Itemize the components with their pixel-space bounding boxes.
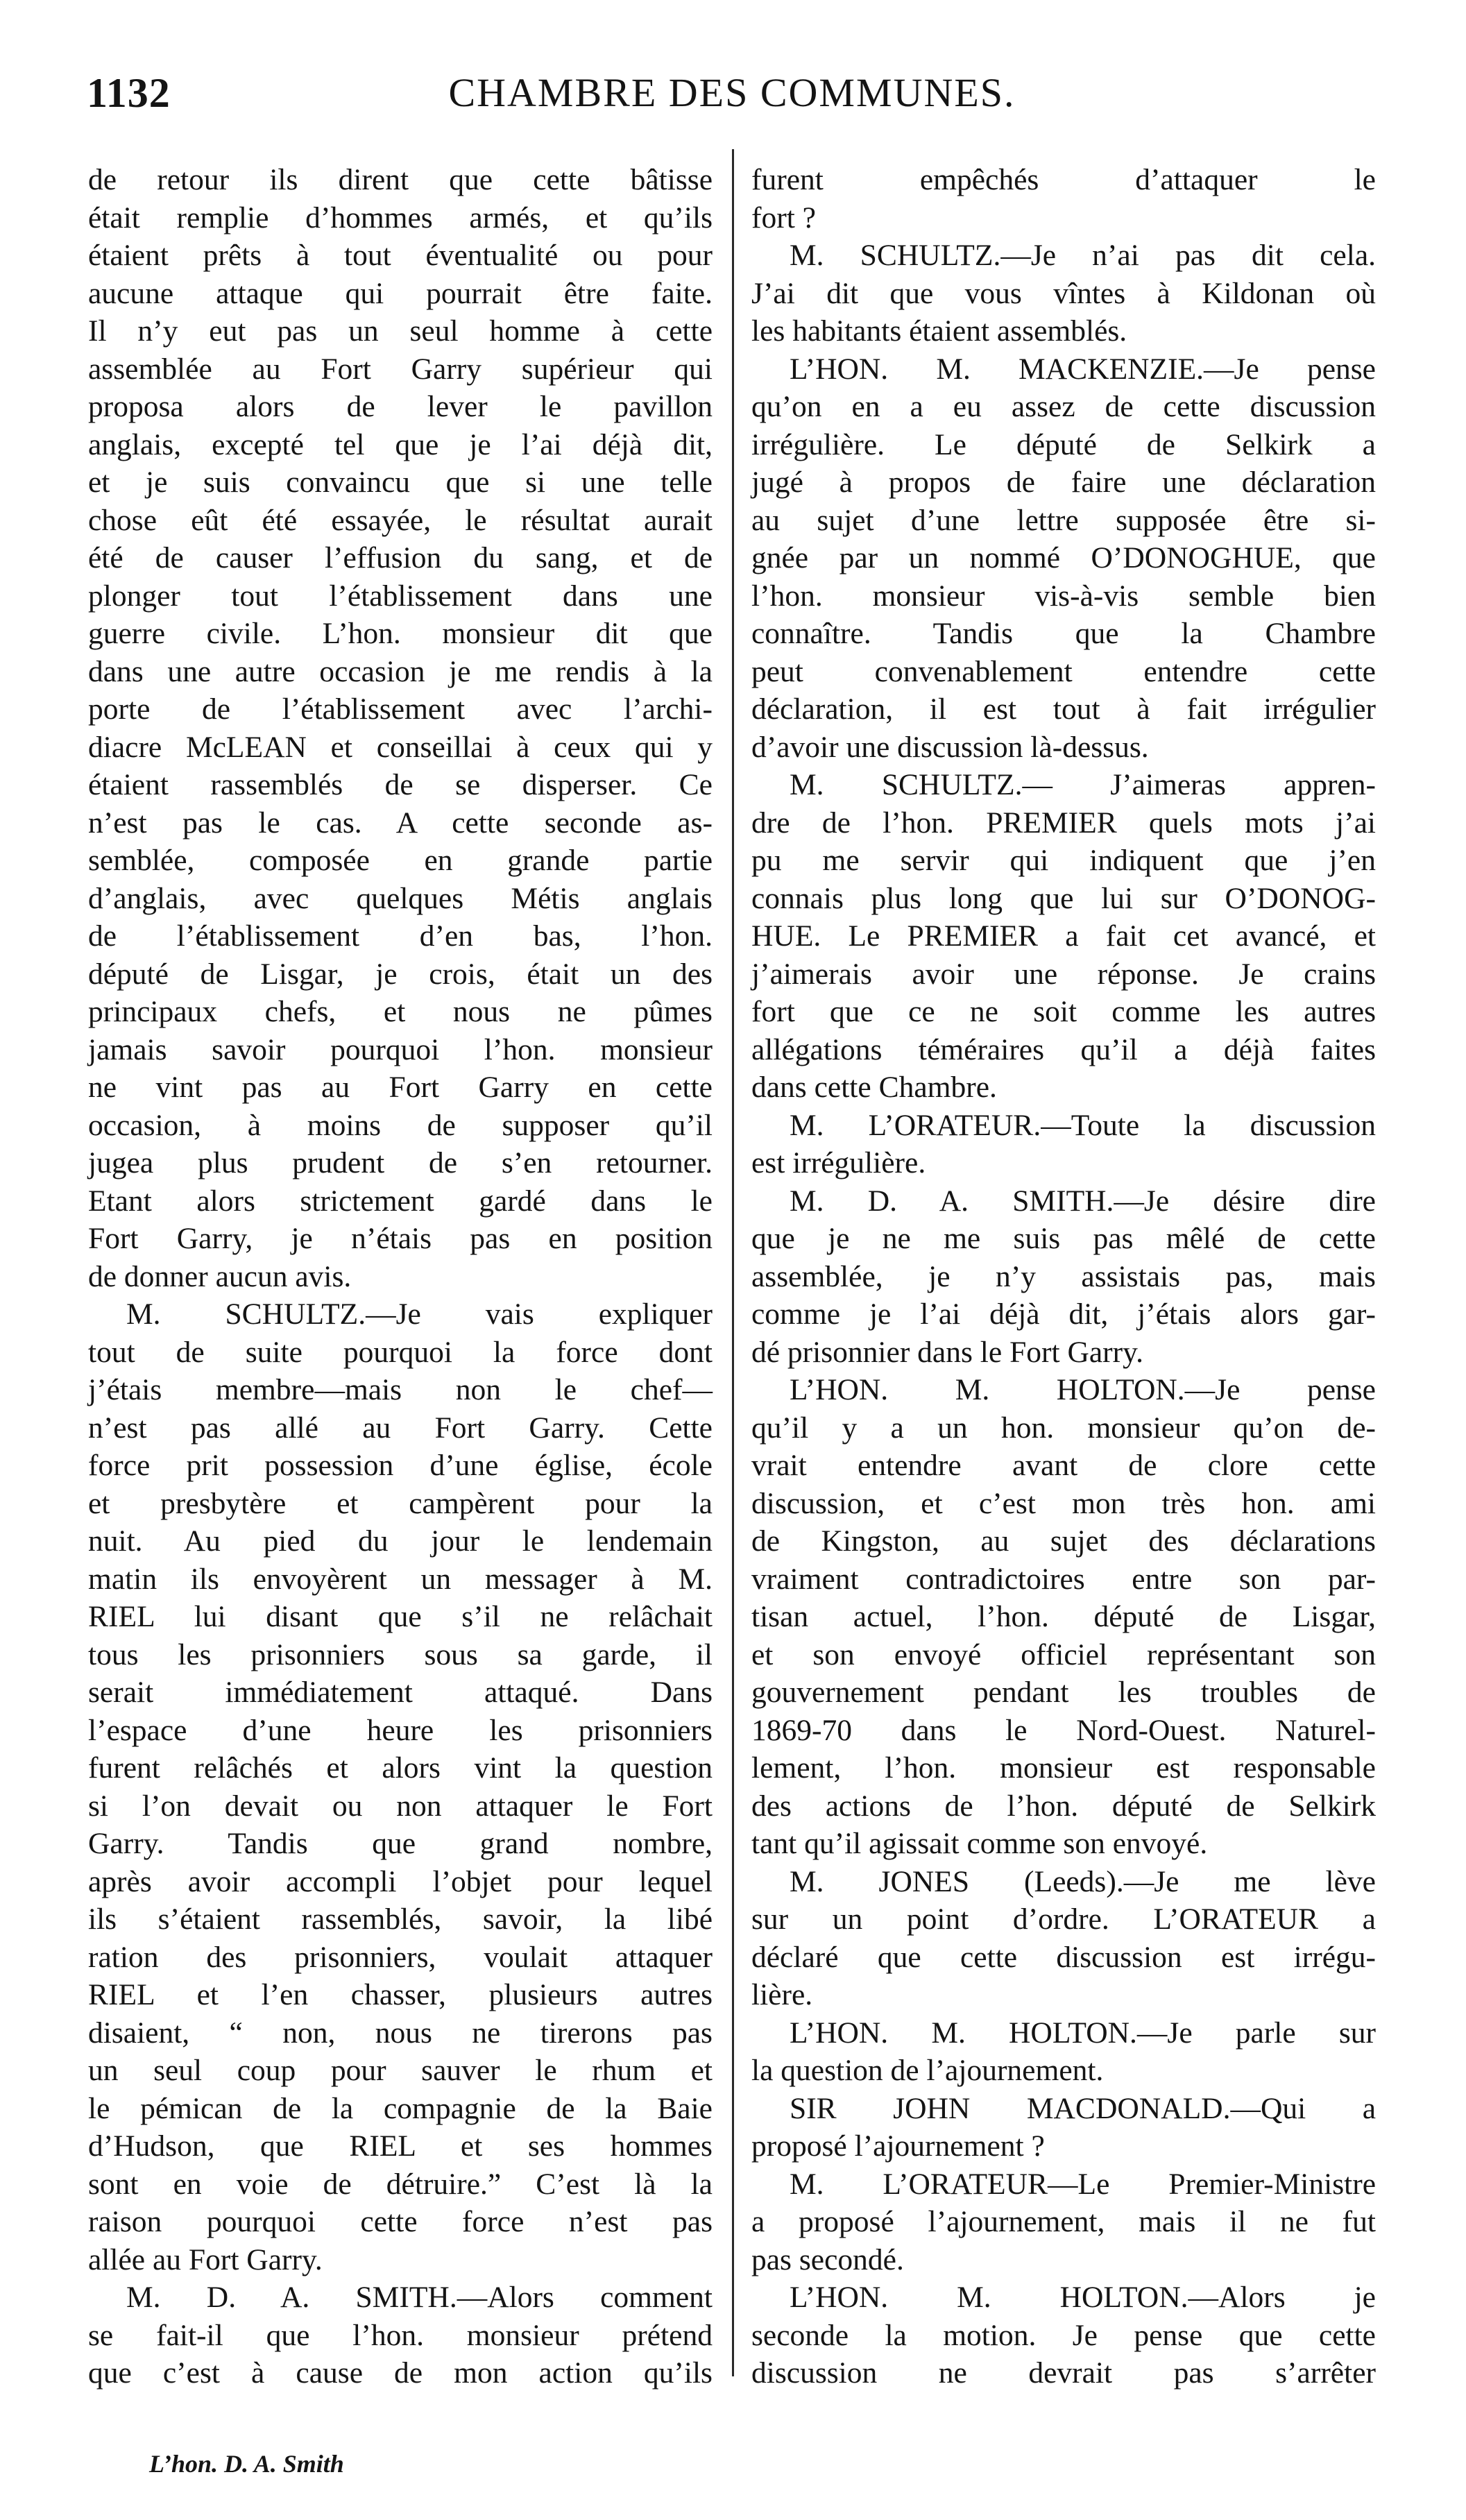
text-line: plonger tout l’établissement dans une bbox=[88, 579, 713, 613]
text-line: tant qu’il agissait comme son envoyé. bbox=[751, 1827, 1208, 1860]
text-line: proposé l’ajournement ? bbox=[751, 2129, 1045, 2163]
text-line: fort ? bbox=[751, 201, 816, 235]
text-line: jugea plus prudent de s’en retourner. bbox=[88, 1146, 713, 1180]
text-line: vrait entendre avant de clore cette bbox=[751, 1449, 1376, 1482]
text-line: lière. bbox=[751, 1978, 813, 2011]
text-line: proposa alors de lever le pavillon bbox=[88, 390, 713, 423]
text-line: Il n’y eut pas un seul homme à cette bbox=[88, 314, 713, 348]
text-line: fort que ce ne soit comme les autres bbox=[751, 995, 1376, 1028]
text-line: diacre McLEAN et conseillai à ceux qui y bbox=[88, 730, 713, 764]
text-line: allégations téméraires qu’il a déjà faites bbox=[751, 1032, 1376, 1066]
text-line: d’Hudson, que RIEL et ses hommes bbox=[88, 2129, 713, 2163]
text-line: déclaration, il est tout à fait irrégulier bbox=[751, 692, 1376, 726]
text-line: dé prisonnier dans le Fort Garry. bbox=[751, 1335, 1143, 1369]
text-line: Garry. Tandis que grand nombre, bbox=[88, 1827, 713, 1860]
text-line: occasion, à moins de supposer qu’il bbox=[88, 1108, 713, 1142]
text-line: L’HON. M. MACKENZIE.—Je pense bbox=[790, 352, 1376, 386]
text-line: M. D. A. SMITH.—Alors comment bbox=[126, 2281, 713, 2314]
text-line: sont en voie de détruire.” C’est là la bbox=[88, 2167, 713, 2201]
text-line: raison pourquoi cette force n’est pas bbox=[88, 2205, 713, 2238]
text-line: et presbytère et campèrent pour la bbox=[88, 1486, 713, 1520]
text-line: qu’il y a un hon. monsieur qu’on de- bbox=[751, 1411, 1376, 1445]
text-line: de retour ils dirent que cette bâtisse bbox=[88, 163, 713, 196]
text-line: guerre civile. L’hon. monsieur dit que bbox=[88, 617, 713, 650]
text-line: tisan actuel, l’hon. député de Lisgar, bbox=[751, 1600, 1376, 1633]
text-line: nuit. Au pied du jour le lendemain bbox=[88, 1524, 713, 1558]
text-line: furent empêchés d’attaquer le bbox=[751, 163, 1376, 196]
text-line: l’hon. monsieur vis-à-vis semble bien bbox=[751, 579, 1376, 613]
text-line: vraiment contradictoires entre son par- bbox=[751, 1562, 1376, 1596]
text-line: lement, l’hon. monsieur est responsable bbox=[751, 1751, 1376, 1785]
text-line: j’aimerais avoir une réponse. Je crains bbox=[751, 957, 1376, 991]
column-divider bbox=[732, 149, 734, 2376]
text-line: M. SCHULTZ.—Je n’ai pas dit cela. bbox=[790, 239, 1376, 272]
text-line: L’HON. M. HOLTON.—Je pense bbox=[790, 1373, 1376, 1406]
text-line: n’est pas allé au Fort Garry. Cette bbox=[88, 1411, 713, 1445]
text-line: dans cette Chambre. bbox=[751, 1071, 997, 1104]
text-line: étaient prêts à tout éventualité ou pour bbox=[88, 239, 713, 272]
text-line: j’étais membre—mais non le chef— bbox=[88, 1373, 713, 1406]
text-line: d’anglais, avec quelques Métis anglais bbox=[88, 881, 713, 915]
text-line: le pémican de la compagnie de la Baie bbox=[88, 2091, 713, 2125]
text-line: L’HON. M. HOLTON.—Je parle sur bbox=[790, 2016, 1376, 2050]
text-line: serait immédiatement attaqué. Dans bbox=[88, 1676, 713, 1709]
text-line: étaient rassemblés de se disperser. Ce bbox=[88, 768, 713, 801]
running-head: CHAMBRE DES COMMUNES. bbox=[448, 70, 1016, 115]
text-line: RIEL et l’en chasser, plusieurs autres bbox=[88, 1978, 713, 2011]
text-line: gnée par un nommé O’DONOGHUE, que bbox=[751, 541, 1376, 574]
text-line: ils s’étaient rassemblés, savoir, la libé bbox=[88, 1902, 713, 1936]
footer-catchword: L’hon. D. A. Smith bbox=[149, 2450, 344, 2478]
text-line: porte de l’établissement avec l’archi- bbox=[88, 692, 713, 726]
text-line: aucune attaque qui pourrait être faite. bbox=[88, 276, 713, 310]
text-line: qu’on en a eu assez de cette discussion bbox=[751, 390, 1376, 423]
text-line: principaux chefs, et nous ne pûmes bbox=[88, 995, 713, 1028]
text-line: pas secondé. bbox=[751, 2242, 904, 2276]
text-line: semblée, composée en grande partie bbox=[88, 844, 713, 877]
text-line: tout de suite pourquoi la force dont bbox=[88, 1335, 713, 1369]
text-line: d’avoir une discussion là-dessus. bbox=[751, 730, 1149, 764]
text-line: est irrégulière. bbox=[751, 1146, 926, 1180]
text-line: connaître. Tandis que la Chambre bbox=[751, 617, 1376, 650]
page-number: 1132 bbox=[87, 70, 171, 116]
text-line: J’ai dit que vous vîntes à Kildonan où bbox=[751, 276, 1376, 310]
text-line: de donner aucun avis. bbox=[88, 1259, 352, 1293]
text-line: après avoir accompli l’objet pour lequel bbox=[88, 1864, 713, 1898]
text-line: pu me servir qui indiquent que j’en bbox=[751, 844, 1376, 877]
text-line: Etant alors strictement gardé dans le bbox=[88, 1184, 713, 1218]
text-line: si l’on devait ou non attaquer le Fort bbox=[88, 1789, 713, 1823]
text-line: M. SCHULTZ.— J’aimeras appren- bbox=[790, 768, 1376, 801]
text-line: assemblée, je n’y assistais pas, mais bbox=[751, 1259, 1376, 1293]
text-line: irrégulière. Le député de Selkirk a bbox=[751, 427, 1376, 461]
text-line: de Kingston, au sujet des déclarations bbox=[751, 1524, 1376, 1558]
text-line: L’HON. M. HOLTON.—Alors je bbox=[790, 2281, 1376, 2314]
text-line: et son envoyé officiel représentant son bbox=[751, 1637, 1376, 1671]
text-line: assemblée au Fort Garry supérieur qui bbox=[88, 352, 713, 386]
text-line: les habitants étaient assemblés. bbox=[751, 314, 1127, 348]
text-line: SIR JOHN MACDONALD.—Qui a bbox=[790, 2091, 1376, 2125]
text-line: dre de l’hon. PREMIER quels mots j’ai bbox=[751, 806, 1376, 840]
text-line: matin ils envoyèrent un messager à M. bbox=[88, 1562, 713, 1596]
text-line: M. D. A. SMITH.—Je désire dire bbox=[790, 1184, 1376, 1218]
text-line: M. SCHULTZ.—Je vais expliquer bbox=[126, 1297, 713, 1331]
text-line: la question de l’ajournement. bbox=[751, 2054, 1104, 2087]
text-line: gouvernement pendant les troubles de bbox=[751, 1676, 1376, 1709]
text-line: des actions de l’hon. député de Selkirk bbox=[751, 1789, 1376, 1823]
text-line: au sujet d’une lettre supposée être si- bbox=[751, 503, 1376, 537]
text-line: anglais, excepté tel que je l’ai déjà dit, bbox=[88, 427, 713, 461]
text-line: disaient, “ non, nous ne tirerons pas bbox=[88, 2016, 713, 2050]
text-line: force prit possession d’une église, école bbox=[88, 1449, 713, 1482]
text-line: seconde la motion. Je pense que cette bbox=[751, 2318, 1376, 2352]
text-line: de l’établissement d’en bas, l’hon. bbox=[88, 919, 713, 953]
text-line: ration des prisonniers, voulait attaquer bbox=[88, 1940, 713, 1974]
text-line: allée au Fort Garry. bbox=[88, 2242, 323, 2276]
text-line: connais plus long que lui sur O’DONOG- bbox=[751, 881, 1376, 915]
text-line: déclaré que cette discussion est irrégu- bbox=[751, 1940, 1376, 1974]
text-line: l’espace d’une heure les prisonniers bbox=[88, 1713, 713, 1747]
text-line: M. L’ORATEUR.—Toute la discussion bbox=[790, 1108, 1376, 1142]
text-line: 1869-70 dans le Nord-Ouest. Naturel- bbox=[751, 1713, 1376, 1747]
text-line: discussion ne devrait pas s’arrêter bbox=[751, 2356, 1376, 2390]
text-line: M. JONES (Leeds).—Je me lève bbox=[790, 1864, 1376, 1898]
text-line: Fort Garry, je n’étais pas en position bbox=[88, 1222, 713, 1255]
text-line: député de Lisgar, je crois, était un des bbox=[88, 957, 713, 991]
text-line: chose eût été essayée, le résultat aurait bbox=[88, 503, 713, 537]
text-line: n’est pas le cas. A cette seconde as- bbox=[88, 806, 713, 840]
text-line: tous les prisonniers sous sa garde, il bbox=[88, 1637, 713, 1671]
text-line: que je ne me suis pas mêlé de cette bbox=[751, 1222, 1376, 1255]
text-line: furent relâchés et alors vint la question bbox=[88, 1751, 713, 1785]
text-line: était remplie d’hommes armés, et qu’ils bbox=[88, 201, 713, 235]
text-line: RIEL lui disant que s’il ne relâchait bbox=[88, 1600, 713, 1633]
right-column bbox=[751, 161, 1376, 2392]
text-line: que c’est à cause de mon action qu’ils bbox=[88, 2356, 713, 2390]
text-line: été de causer l’effusion du sang, et de bbox=[88, 541, 713, 574]
text-line: et je suis convaincu que si une telle bbox=[88, 466, 713, 499]
text-line: se fait-il que l’hon. monsieur prétend bbox=[88, 2318, 713, 2352]
text-line: jamais savoir pourquoi l’hon. monsieur bbox=[88, 1032, 713, 1066]
text-line: HUE. Le PREMIER a fait cet avancé, et bbox=[751, 919, 1376, 953]
text-line: sur un point d’ordre. L’ORATEUR a bbox=[751, 1902, 1376, 1936]
text-line: comme je l’ai déjà dit, j’étais alors gar- bbox=[751, 1297, 1376, 1331]
text-line: discussion, et c’est mon très hon. ami bbox=[751, 1486, 1376, 1520]
left-column bbox=[88, 161, 713, 2392]
text-line: a proposé l’ajournement, mais il ne fut bbox=[751, 2205, 1376, 2238]
page-header bbox=[87, 69, 1377, 132]
text-line: un seul coup pour sauver le rhum et bbox=[88, 2054, 713, 2087]
text-line: jugé à propos de faire une déclaration bbox=[751, 466, 1376, 499]
text-line: dans une autre occasion je me rendis à la bbox=[88, 654, 713, 688]
text-line: peut convenablement entendre cette bbox=[751, 654, 1376, 688]
text-line: M. L’ORATEUR—Le Premier-Ministre bbox=[790, 2167, 1376, 2201]
text-line: ne vint pas au Fort Garry en cette bbox=[88, 1071, 713, 1104]
